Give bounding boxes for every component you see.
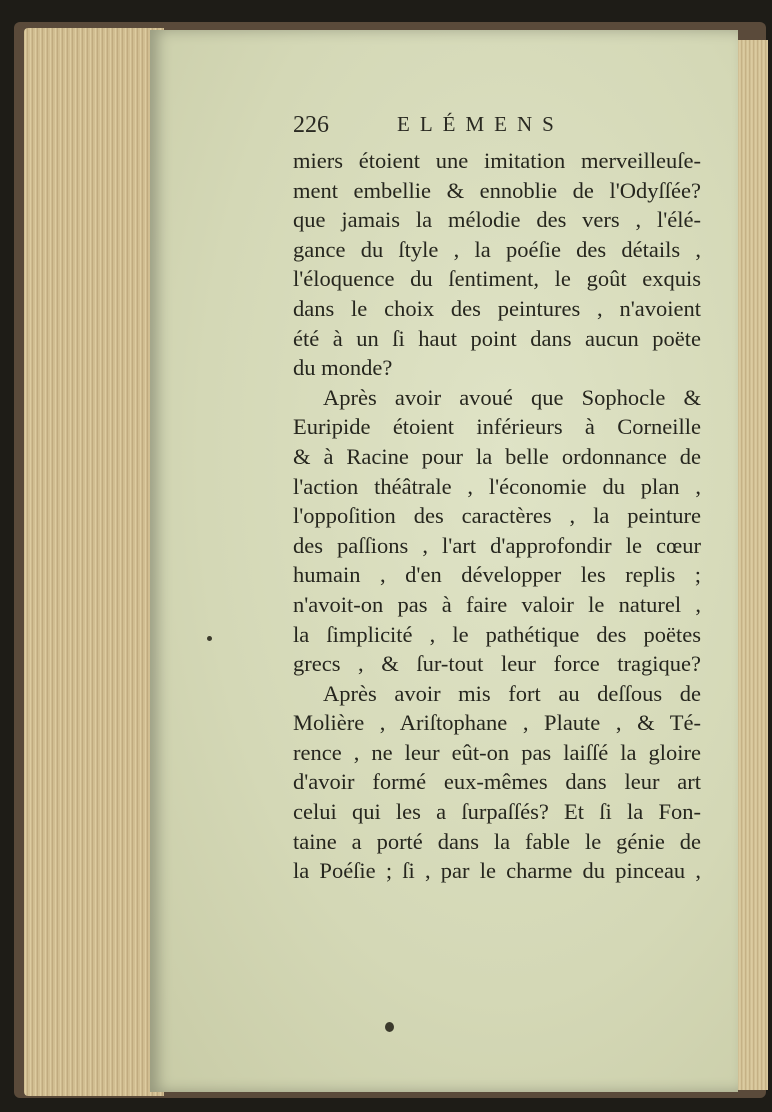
text-line: Après avoir mis fort au deſſous de [323,680,701,706]
text-line: la ſimplicité , le pathétique des poëtes [293,621,701,647]
page-number: 226 [293,112,329,138]
page-edges-right [738,40,768,1090]
text-line: humain , d'en développer les replis ; [293,562,701,588]
text-line: des paſſions , l'art d'approfondir le cœur [293,532,701,558]
text-line: & à Racine pour la belle ordonnance de [293,443,701,469]
text-line: Molière , Ariſtophane , Plaute , & Té- [293,710,701,736]
text-line: d'avoir formé eux-mêmes dans leur art [293,769,701,795]
text-line: Euripide étoient inférieurs à Corneille [293,414,701,440]
text-line: ment embellie & ennoblie de l'Odyſſée? [293,177,701,203]
text-line: l'action théâtrale , l'économie du plan , [293,473,701,499]
text-line: miers étoient une imitation merveilleuſe- [293,148,701,173]
text-line: dans le choix des peintures , n'avoient [293,295,701,321]
text-line: l'éloquence du ſentiment, le goût exquis [293,266,701,292]
text-line: du monde? [293,355,393,381]
running-title: ELÉMENS [397,112,564,136]
text-line: rence , ne leur eût-on pas laiſſé la gloire [293,739,701,765]
text-line: été à un ſi haut point dans aucun poëte [293,325,701,351]
text-line: grecs , & ſur-tout leur force tragique? [293,651,701,677]
text-line: l'oppoſition des caractères , la peinture [293,503,701,529]
text-line: que jamais la mélodie des vers , l'élé- [293,207,701,233]
page-edges-left [24,28,164,1096]
text-line: n'avoit-on pas à faire valoir le naturel , [293,591,701,617]
text-line: la Poéſie ; ſi , par le charme du pinceau , [293,858,701,884]
text-line: celui qui les a ſurpaſſés? Et ſi la Fon- [293,799,701,825]
text-line: taine a porté dans la fable le génie de [293,828,701,854]
text-line: Après avoir avoué que Sophocle & [323,384,701,410]
text-line: gance du ſtyle , la poéſie des détails , [293,236,701,262]
ink-spot [385,1022,394,1032]
body-text [293,146,701,886]
ink-spot [207,636,212,641]
running-head [293,112,713,146]
